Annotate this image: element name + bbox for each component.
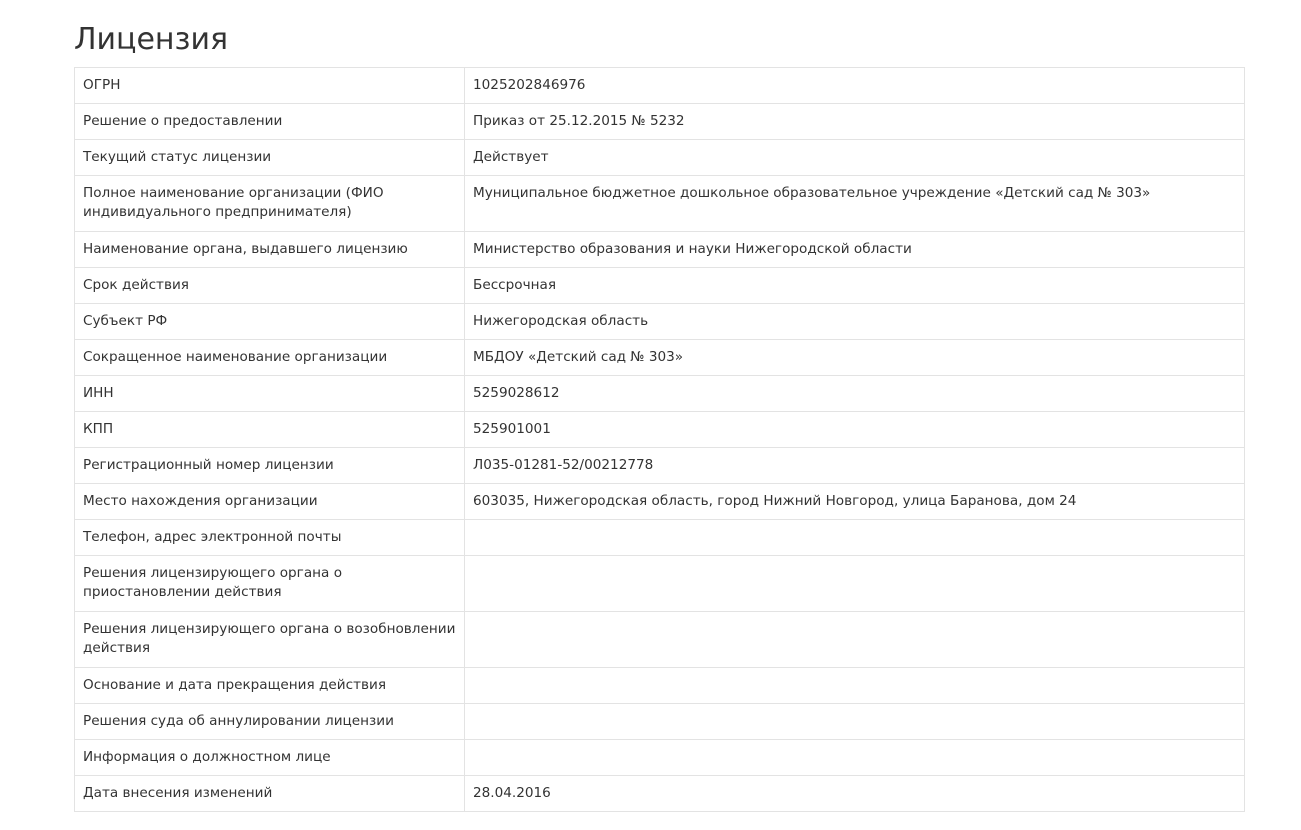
table-row-short-name [75,340,1245,376]
row-value: 603035, Нижегородская область, город Нижний Новгород, улица Баранова, дом 24 [465,484,1245,520]
row-label: ИНН [75,376,465,412]
row-value [465,556,1245,612]
table-row-inn [75,376,1245,412]
table-row-termination [75,668,1245,704]
table-row-renewal [75,612,1245,668]
row-label: Телефон, адрес электронной почты [75,520,465,556]
table-row-court-annulment [75,704,1245,740]
row-value: 525901001 [465,412,1245,448]
row-label: КПП [75,412,465,448]
row-label: Решения лицензирующего органа о приостановлении действия [75,556,465,612]
row-label: Регистрационный номер лицензии [75,448,465,484]
table-row-region [75,304,1245,340]
row-label: Информация о должностном лице [75,740,465,776]
row-label: Срок действия [75,268,465,304]
row-value: 5259028612 [465,376,1245,412]
row-label: Решение о предоставлении [75,104,465,140]
table-row-ogrn [75,68,1245,104]
table-row-official-info [75,740,1245,776]
row-value [465,740,1245,776]
row-label: Полное наименование организации (ФИО индивидуального предпринимателя) [75,176,465,232]
row-value: МБДОУ «Детский сад № 303» [465,340,1245,376]
license-table [74,67,1245,812]
table-row-change-date [75,776,1245,812]
row-value [465,704,1245,740]
table-row-validity [75,268,1245,304]
row-value [465,520,1245,556]
table-row-contacts [75,520,1245,556]
row-label: Решения суда об аннулировании лицензии [75,704,465,740]
table-row-kpp [75,412,1245,448]
row-label: ОГРН [75,68,465,104]
row-value: 28.04.2016 [465,776,1245,812]
row-value [465,668,1245,704]
row-value: Действует [465,140,1245,176]
page-title: Лицензия [74,22,229,57]
row-label: Наименование органа, выдавшего лицензию [75,232,465,268]
row-value: Приказ от 25.12.2015 № 5232 [465,104,1245,140]
row-label: Текущий статус лицензии [75,140,465,176]
row-value [465,612,1245,668]
row-label: Сокращенное наименование организации [75,340,465,376]
row-label: Дата внесения изменений [75,776,465,812]
row-value: Нижегородская область [465,304,1245,340]
table-row-status [75,140,1245,176]
row-value: Бессрочная [465,268,1245,304]
row-label: Субъект РФ [75,304,465,340]
table-row-issuing-authority [75,232,1245,268]
row-value: Министерство образования и науки Нижегородской области [465,232,1245,268]
table-row-decision [75,104,1245,140]
table-row-full-name [75,176,1245,232]
table-row-suspension [75,556,1245,612]
table-row-location [75,484,1245,520]
table-row-registration-number [75,448,1245,484]
row-label: Основание и дата прекращения действия [75,668,465,704]
row-label: Место нахождения организации [75,484,465,520]
row-value: Муниципальное бюджетное дошкольное образовательное учреждение «Детский сад № 303» [465,176,1245,232]
row-value: 1025202846976 [465,68,1245,104]
row-label: Решения лицензирующего органа о возобновлении действия [75,612,465,668]
row-value: Л035-01281-52/00212778 [465,448,1245,484]
